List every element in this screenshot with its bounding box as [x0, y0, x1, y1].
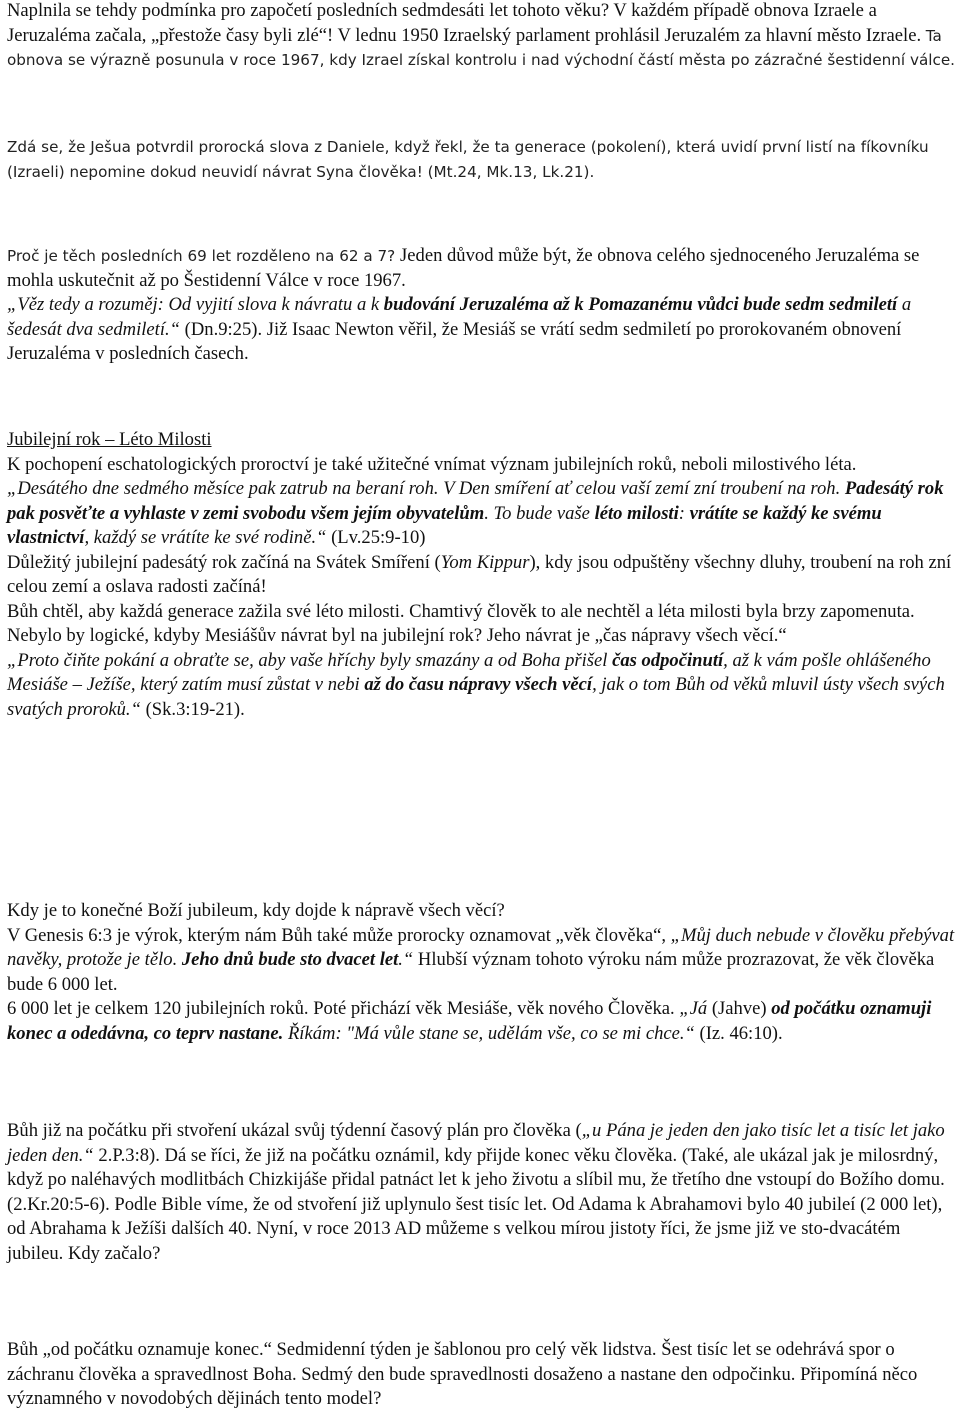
section-jubilee-year	[7, 428, 955, 722]
text-run: Ta obnova se výrazně posunula v roce 1967, kdy Izrael získal kontrolu i nad východní částí města po zázračné šestidenní válce.	[7, 26, 955, 69]
section-heading: Jubilejní rok – Léto Milosti	[7, 429, 212, 450]
paragraph-weekly-plan	[7, 1119, 955, 1266]
text-run: Říkám: "Má vůle stane se, udělám vše, co se mi chce.“	[283, 1022, 695, 1044]
text-run: K pochopení eschatologických proroctví je také užitečné vnímat význam jubilejních roků, neboli milostivého léta.	[7, 453, 857, 475]
paragraph-fig-tree-generation: Zdá se, že Ješua potvrdil prorocká slova z Daniele, když řekl, že ta generace (pokolení), která uvidí první listí na fíkovníku (Izraeli) nepomine dokud neuvidí návrat Syna člověka! (Mt.24, Mk.13, Lk.21).	[7, 138, 929, 181]
text-run: „Můj duch nebude v člověku přebývat navěky, protože je tělo.	[7, 924, 955, 970]
text-run: Důležitý jubilejní padesátý rok začíná na Svátek Smíření (	[7, 551, 441, 573]
text-run: . To bude vaše	[484, 502, 595, 524]
text-run: Kdy je to konečné Boží jubileum, kdy dojde k nápravě všech věcí?	[7, 900, 505, 921]
text-run: , až k vám pošle ohlášeného Mesiáše – Ježíše, který zatím musí zůstat v nebi	[7, 649, 931, 695]
text-run: „Proto čiňte pokání a obraťte se, aby vaše hříchy byly smazány a od Boha přišel	[7, 649, 613, 671]
paragraph-seven-day-week: Bůh „od počátku oznamuje konec.“ Sedmidenní týden je šablonou pro celý věk lidstva. Šest tisíc let se odehrává spor o záchranu člověka a spravedlnost Boha. Sedmý den bude spravedlnosti dosaženo a nastane den odpočinku. Připomíná něco významného v novodobých dějinách tento model?	[7, 1339, 918, 1409]
text-run: Bůh chtěl, aby každá generace zažila své léto milosti. Chamtivý člověk to ale nechtěl a léta milosti byla brzy zapomenuta.	[7, 600, 915, 622]
text-run: :	[678, 502, 690, 524]
text-run: léto milosti	[594, 502, 679, 524]
text-run: , jak o tom Bůh od věků mluvil ústy všech svých svatých proroků.“	[7, 674, 945, 720]
text-run: budování Jeruzaléma až k Pomazanému vůdci bude sedm sedmiletí	[383, 294, 898, 315]
text-run: Jeho dnů bude sto dvacet let	[181, 949, 399, 970]
text-run: (Jahve)	[707, 998, 772, 1019]
text-run: (Lv.25:9-10)	[326, 527, 426, 548]
text-run: „Desátého dne sedmého měsíce pak zatrub na beraní roh. V Den smíření ať celou vaší zemí zní troubení na roh.	[7, 478, 845, 499]
text-run: až do času nápravy všech věcí	[364, 674, 593, 695]
text-run: vrátíte se každý ke svému vlastnictví	[7, 502, 882, 548]
text-run: čas odpočinutí	[612, 649, 724, 671]
paragraph-69-years	[7, 244, 955, 367]
text-run: Proč je těch posledních 69 let rozděleno na 62 a 7?	[7, 247, 401, 265]
paragraph-israel-restoration	[7, 0, 955, 73]
text-run: Nebylo by logické, kdyby Mesiášův návrat byl na jubilejní rok? Jeho návrat je „čas nápravy všech věcí.“	[7, 625, 787, 646]
paragraph-final-jubilee	[7, 899, 955, 1046]
text-run: a šedesát dva sedmiletí.“	[7, 294, 912, 340]
text-run: „Já	[679, 998, 708, 1019]
text-run: Bůh již na počátku při stvoření ukázal svůj týdenní časový plán pro člověka (	[7, 1120, 582, 1141]
text-run: (Sk.3:19-21).	[140, 698, 245, 720]
text-run: od počátku oznamuji konec a odedávna, co teprv nastane.	[7, 998, 932, 1044]
text-run: Yom Kippur	[440, 551, 530, 573]
text-run: (Dn.9:25). Již Isaac Newton věřil, že Mesiáš se vrátí sedm sedmiletí po prorokovaném obnovení Jeruzaléma v posledních časech.	[7, 318, 902, 364]
text-run: 6 000 let je celkem 120 jubilejních roků. Poté přichází věk Mesiáše, věk nového Člověka.	[7, 998, 680, 1019]
text-run: .“	[398, 949, 414, 970]
text-run: „Věz tedy a rozuměj: Od vyjití slova k návratu a k	[7, 294, 384, 315]
text-run: 2.P.3:8). Dá se říci, že již na počátku oznámil, kdy přijde konec věku člověka. (Také, ale ukázal jak je milosrdný, když po naléhavých modlitbách Chizkijáše přidal patnáct let k jeho životu a slíbil mu, že třetího dne vstoupí do Božího domu. (2.Kr.20:5-6). Podle Bible víme, že od stvoření již uplynulo šest tisíc let. Od Adama k Abrahamovi bylo 40 jubileí (2 000 let), od Abrahama k Ježíši dalších 40. Nyní, v roce 2013 AD můžeme s velkou mírou jistoty říci, že jsme již ve sto-dvacátém jubileu. Kdy začalo?	[7, 1144, 945, 1264]
text-run: V Genesis 6:3 je výrok, kterým nám Bůh také může prorocky oznamovat „věk člověka“,	[7, 924, 671, 946]
text-run: Padesátý rok pak posvěťte a vyhlaste v zemi svobodu všem jejím obyvatelům	[7, 478, 944, 524]
text-run: (Iz. 46:10).	[694, 1022, 783, 1044]
text-run: ), kdy jsou odpuštěny všechny dluhy, troubení na roh zní celou zemí a oslava radosti začíná!	[7, 551, 952, 597]
text-run: , každý se vrátíte ke své rodině.“	[84, 527, 327, 548]
text-run: Jeden důvod může být, že obnova celého sjednoceného Jeruzaléma se mohla uskutečnit až po Šestidenní Válce v roce 1967.	[7, 245, 920, 291]
text-run: Naplnila se tehdy podmínka pro započetí posledních sedmdesáti let tohoto věku? V každém případě obnova Izraele a Jeruzaléma začala, „přestože časy byli zlé“! V lednu 1950 Izraelský parlament prohlásil Jeruzalém za hlavní město Izraele.	[7, 0, 926, 46]
text-run: Hlubší význam tohoto výroku nám může prozrazovat, že věk člověka bude 6 000 let.	[7, 949, 935, 995]
text-run: „u Pána je jeden den jako tisíc let a tisíc let jako jeden den.“	[7, 1120, 945, 1166]
